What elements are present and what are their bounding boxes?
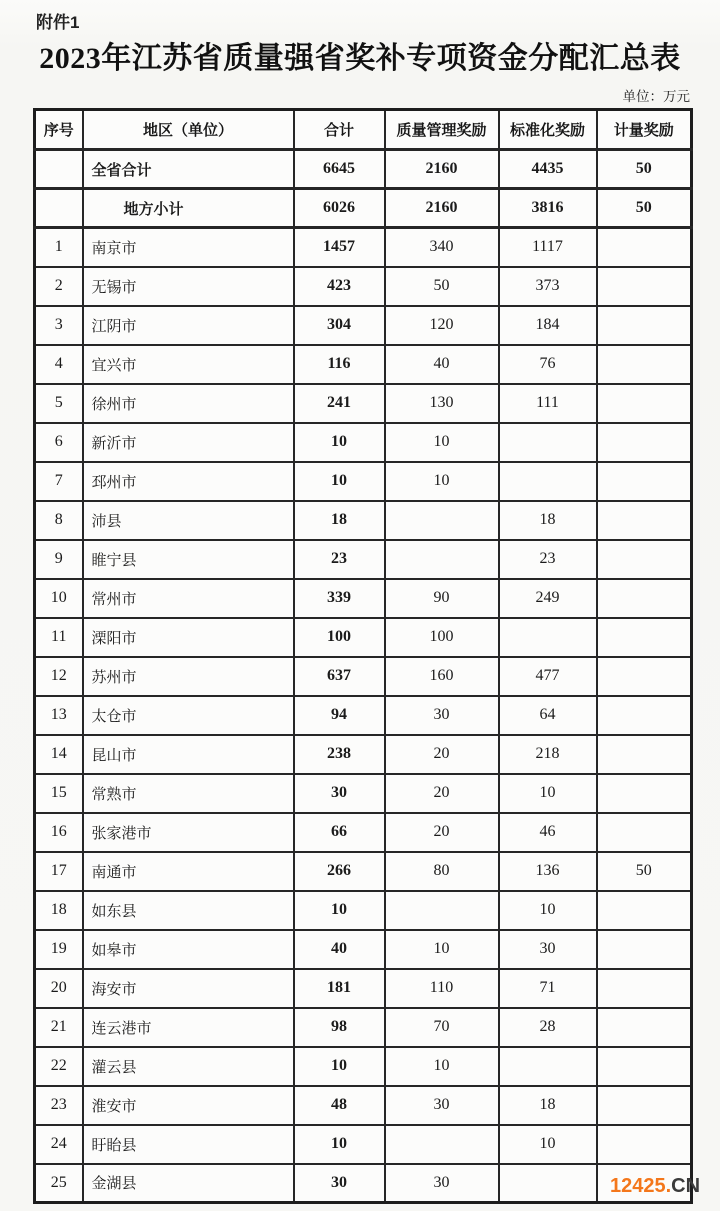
- table-row: [35, 1047, 692, 1086]
- region-cell: 金湖县: [83, 1164, 294, 1203]
- quality-cell: 50: [385, 267, 499, 306]
- table-row: [35, 735, 692, 774]
- region-cell: 淮安市: [83, 1086, 294, 1125]
- allocation-table: [33, 108, 693, 1204]
- region-cell: 南京市: [83, 228, 294, 267]
- quality-cell: 10: [385, 462, 499, 501]
- standard-cell: 46: [499, 813, 597, 852]
- region-cell: 如皋市: [83, 930, 294, 969]
- table-row: [35, 774, 692, 813]
- quality-cell: 10: [385, 423, 499, 462]
- standard-cell: 4435: [499, 150, 597, 189]
- col-header-seq: 序号: [35, 110, 83, 150]
- standard-cell: [499, 618, 597, 657]
- header-row: [35, 110, 692, 150]
- region-cell: 南通市: [83, 852, 294, 891]
- region-cell: 沛县: [83, 501, 294, 540]
- total-cell: 6026: [294, 189, 385, 228]
- standard-cell: 136: [499, 852, 597, 891]
- metrology-cell: [597, 345, 692, 384]
- seq-cell: 11: [35, 618, 83, 657]
- standard-cell: 184: [499, 306, 597, 345]
- table-row: [35, 813, 692, 852]
- seq-cell: 24: [35, 1125, 83, 1164]
- seq-cell: 13: [35, 696, 83, 735]
- total-cell: 238: [294, 735, 385, 774]
- seq-cell: [35, 150, 83, 189]
- metrology-cell: [597, 501, 692, 540]
- region-cell: 张家港市: [83, 813, 294, 852]
- total-cell: 266: [294, 852, 385, 891]
- total-cell: 637: [294, 657, 385, 696]
- region-cell: 灌云县: [83, 1047, 294, 1086]
- quality-cell: 160: [385, 657, 499, 696]
- region-cell: 全省合计: [83, 150, 294, 189]
- quality-cell: [385, 1125, 499, 1164]
- quality-cell: 120: [385, 306, 499, 345]
- standard-cell: 111: [499, 384, 597, 423]
- seq-cell: [35, 189, 83, 228]
- region-cell: 无锡市: [83, 267, 294, 306]
- region-cell: 盱眙县: [83, 1125, 294, 1164]
- seq-cell: 18: [35, 891, 83, 930]
- table-row: [35, 345, 692, 384]
- total-cell: 10: [294, 891, 385, 930]
- seq-cell: 15: [35, 774, 83, 813]
- quality-cell: 10: [385, 930, 499, 969]
- quality-cell: 90: [385, 579, 499, 618]
- metrology-cell: [597, 267, 692, 306]
- region-cell: 如东县: [83, 891, 294, 930]
- quality-cell: 10: [385, 1047, 499, 1086]
- metrology-cell: [597, 735, 692, 774]
- quality-cell: 340: [385, 228, 499, 267]
- table-row: [35, 969, 692, 1008]
- quality-cell: 2160: [385, 189, 499, 228]
- standard-cell: 10: [499, 1125, 597, 1164]
- seq-cell: 2: [35, 267, 83, 306]
- quality-cell: 20: [385, 774, 499, 813]
- quality-cell: 130: [385, 384, 499, 423]
- attachment-label: 附件1: [36, 13, 80, 32]
- quality-cell: 70: [385, 1008, 499, 1047]
- region-cell: 溧阳市: [83, 618, 294, 657]
- standard-cell: 64: [499, 696, 597, 735]
- total-cell: 18: [294, 501, 385, 540]
- table-row: [35, 501, 692, 540]
- standard-cell: 3816: [499, 189, 597, 228]
- col-header-standard-award: 标准化奖励: [499, 110, 597, 150]
- table-row: [35, 1086, 692, 1125]
- total-cell: 66: [294, 813, 385, 852]
- seq-cell: 16: [35, 813, 83, 852]
- seq-cell: 8: [35, 501, 83, 540]
- metrology-cell: [597, 306, 692, 345]
- col-header-quality-award: 质量管理奖励: [385, 110, 499, 150]
- seq-cell: 21: [35, 1008, 83, 1047]
- metrology-cell: [597, 930, 692, 969]
- total-cell: 6645: [294, 150, 385, 189]
- region-cell: 睢宁县: [83, 540, 294, 579]
- region-cell: 常熟市: [83, 774, 294, 813]
- region-cell: 太仓市: [83, 696, 294, 735]
- standard-cell: 76: [499, 345, 597, 384]
- standard-cell: 71: [499, 969, 597, 1008]
- page-title: 2023年江苏省质量强省奖补专项资金分配汇总表: [39, 42, 681, 75]
- region-cell: 新沂市: [83, 423, 294, 462]
- total-cell: 181: [294, 969, 385, 1008]
- seq-cell: 17: [35, 852, 83, 891]
- metrology-cell: [597, 1047, 692, 1086]
- metrology-cell: 50: [597, 189, 692, 228]
- seq-cell: 10: [35, 579, 83, 618]
- total-cell: 304: [294, 306, 385, 345]
- total-cell: 1457: [294, 228, 385, 267]
- seq-cell: 1: [35, 228, 83, 267]
- table-row: [35, 657, 692, 696]
- col-header-total: 合计: [294, 110, 385, 150]
- seq-cell: 14: [35, 735, 83, 774]
- table-row: [35, 1125, 692, 1164]
- quality-cell: 40: [385, 345, 499, 384]
- total-cell: 241: [294, 384, 385, 423]
- seq-cell: 20: [35, 969, 83, 1008]
- metrology-cell: [597, 579, 692, 618]
- quality-cell: 20: [385, 735, 499, 774]
- table-row: [35, 384, 692, 423]
- total-cell: 48: [294, 1086, 385, 1125]
- seq-cell: 25: [35, 1164, 83, 1203]
- standard-cell: 23: [499, 540, 597, 579]
- metrology-cell: [597, 384, 692, 423]
- region-cell: 江阴市: [83, 306, 294, 345]
- standard-cell: 28: [499, 1008, 597, 1047]
- total-cell: 116: [294, 345, 385, 384]
- total-cell: 423: [294, 267, 385, 306]
- seq-cell: 19: [35, 930, 83, 969]
- site-watermark: [610, 1175, 700, 1198]
- table-row: [35, 579, 692, 618]
- metrology-cell: [597, 618, 692, 657]
- metrology-cell: [597, 228, 692, 267]
- standard-cell: 1117: [499, 228, 597, 267]
- total-cell: 23: [294, 540, 385, 579]
- quality-cell: [385, 540, 499, 579]
- standard-cell: [499, 423, 597, 462]
- total-cell: 30: [294, 774, 385, 813]
- standard-cell: [499, 1164, 597, 1203]
- col-header-region: 地区（单位）: [83, 110, 294, 150]
- total-cell: 339: [294, 579, 385, 618]
- quality-cell: 2160: [385, 150, 499, 189]
- region-cell: 连云港市: [83, 1008, 294, 1047]
- col-header-metrology-award: 计量奖励: [597, 110, 692, 150]
- metrology-cell: [597, 1125, 692, 1164]
- metrology-cell: [597, 1008, 692, 1047]
- standard-cell: 18: [499, 1086, 597, 1125]
- table-row: [35, 228, 692, 267]
- standard-cell: [499, 462, 597, 501]
- total-cell: 30: [294, 1164, 385, 1203]
- table-row: [35, 423, 692, 462]
- standard-cell: 10: [499, 891, 597, 930]
- table-row: [35, 462, 692, 501]
- metrology-cell: [597, 657, 692, 696]
- region-cell: 昆山市: [83, 735, 294, 774]
- table-row: [35, 891, 692, 930]
- table-row: [35, 852, 692, 891]
- quality-cell: 80: [385, 852, 499, 891]
- quality-cell: 100: [385, 618, 499, 657]
- standard-cell: [499, 1047, 597, 1086]
- metrology-cell: 50: [597, 150, 692, 189]
- quality-cell: 20: [385, 813, 499, 852]
- total-cell: 10: [294, 462, 385, 501]
- standard-cell: 249: [499, 579, 597, 618]
- table-row: [35, 267, 692, 306]
- quality-cell: 110: [385, 969, 499, 1008]
- total-cell: 10: [294, 1125, 385, 1164]
- quality-cell: [385, 891, 499, 930]
- unit-note: 单位：万元: [622, 89, 690, 104]
- seq-cell: 5: [35, 384, 83, 423]
- metrology-cell: [597, 969, 692, 1008]
- seq-cell: 6: [35, 423, 83, 462]
- table-row: [35, 618, 692, 657]
- total-cell: 98: [294, 1008, 385, 1047]
- region-cell: 地方小计: [83, 189, 294, 228]
- quality-cell: 30: [385, 696, 499, 735]
- table-row: [35, 1164, 692, 1203]
- metrology-cell: [597, 1086, 692, 1125]
- summary-row: [35, 189, 692, 228]
- standard-cell: 218: [499, 735, 597, 774]
- metrology-cell: 50: [597, 852, 692, 891]
- quality-cell: 30: [385, 1164, 499, 1203]
- total-cell: 100: [294, 618, 385, 657]
- standard-cell: 477: [499, 657, 597, 696]
- table-row: [35, 930, 692, 969]
- metrology-cell: [597, 540, 692, 579]
- standard-cell: 373: [499, 267, 597, 306]
- metrology-cell: [597, 891, 692, 930]
- seq-cell: 12: [35, 657, 83, 696]
- seq-cell: 4: [35, 345, 83, 384]
- quality-cell: 30: [385, 1086, 499, 1125]
- standard-cell: 10: [499, 774, 597, 813]
- region-cell: 宜兴市: [83, 345, 294, 384]
- seq-cell: 9: [35, 540, 83, 579]
- metrology-cell: [597, 696, 692, 735]
- seq-cell: 23: [35, 1086, 83, 1125]
- seq-cell: 7: [35, 462, 83, 501]
- seq-cell: 3: [35, 306, 83, 345]
- table-row: [35, 1008, 692, 1047]
- total-cell: 40: [294, 930, 385, 969]
- region-cell: 海安市: [83, 969, 294, 1008]
- table-row: [35, 696, 692, 735]
- region-cell: 苏州市: [83, 657, 294, 696]
- standard-cell: 18: [499, 501, 597, 540]
- region-cell: 邳州市: [83, 462, 294, 501]
- metrology-cell: [597, 423, 692, 462]
- region-cell: 徐州市: [83, 384, 294, 423]
- total-cell: 10: [294, 1047, 385, 1086]
- quality-cell: [385, 501, 499, 540]
- standard-cell: 30: [499, 930, 597, 969]
- metrology-cell: [597, 813, 692, 852]
- table-row: [35, 306, 692, 345]
- total-cell: 94: [294, 696, 385, 735]
- region-cell: 常州市: [83, 579, 294, 618]
- summary-row: [35, 150, 692, 189]
- total-cell: 10: [294, 423, 385, 462]
- watermark-number: 12425.: [610, 1175, 672, 1197]
- metrology-cell: [597, 774, 692, 813]
- seq-cell: 22: [35, 1047, 83, 1086]
- watermark-domain: CN: [671, 1175, 701, 1197]
- table-row: [35, 540, 692, 579]
- metrology-cell: [597, 462, 692, 501]
